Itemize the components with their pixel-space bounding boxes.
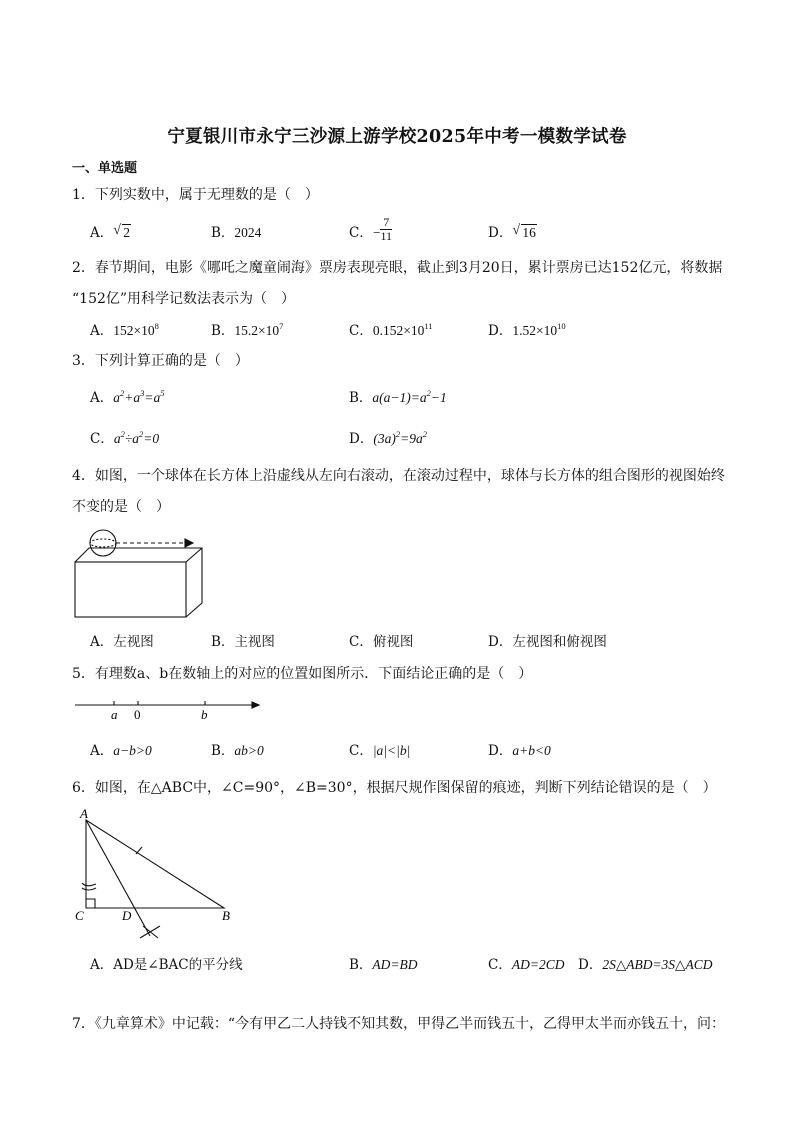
q3-option-a [90,389,165,407]
q2-stem-part: ，将数据 [666,260,723,276]
q1-option-c [349,215,393,243]
q3-stem: 3．下列计算正确的是（ ） [72,353,249,369]
formula: $(3a)^2=9a^2$ [373,429,427,446]
option-label: C． [90,431,114,447]
q1-option-a [90,224,131,242]
option-label: B． [211,743,235,759]
option-label: C． [349,634,373,650]
denominator: 11 [380,229,393,243]
option-value: 主视图 [234,634,275,650]
q6-stem: 6．如图，在△ABC中，∠C=90°，∠B=30°，根据尺规作图保留的痕迹，判断下列结论错误的是（ ） [72,780,717,796]
option-label: B． [349,957,373,973]
option-label: B． [349,390,373,406]
option-value: AD是∠BAC的平分线 [113,957,243,973]
q6-option-d [578,956,712,974]
option-label: B． [211,225,235,241]
q2-stem-line2: “152亿”用科学记数法表示为（ ） [72,291,296,307]
option-label: C． [349,225,373,241]
point-label-b: B [222,908,230,923]
q5-number-line [72,695,267,725]
axis-label-a: a [111,707,118,722]
sqrt-symbol: √ 16 [512,223,536,240]
q3-option-d [349,430,427,448]
q6-triangle-figure [72,806,247,946]
option-base: 152×10 [113,323,155,338]
q5-stem: 5．有理数a、b在数轴上的对应的位置如图所示．下面结论正确的是（ ） [72,666,533,682]
axis-label-b: b [201,707,208,722]
option-label: D． [488,225,513,241]
formula: $a^2\div a^2=0$ [113,429,160,446]
formula: $a^2+a^3=a^5$ [113,388,165,405]
option-label: C． [349,743,373,759]
option-label: C． [488,957,512,973]
option-label: D． [488,634,513,650]
q1-option-b [211,224,261,242]
q2-option-a [90,322,159,340]
option-label: D． [349,431,374,447]
q2-option-b [211,322,283,340]
option-label: D． [578,957,603,973]
q3-option-b [349,389,447,407]
option-label: A． [90,323,114,339]
paper-title: 宁夏银川市永宁三沙源上游学校2025年中考一模数学试卷 [167,127,627,147]
radicand: 2 [123,225,130,240]
option-value: AD=BD [372,957,418,972]
formula: $a(a-1)=a^2-1$ [372,388,447,405]
option-label: A． [90,225,114,241]
exponent: 11 [424,321,433,331]
option-value: a−b>0 [113,743,152,758]
option-label: B． [211,323,235,339]
q1-option-d [488,224,537,242]
q4-option-c [349,633,413,651]
q4-figure-box-and-sphere [72,528,212,620]
option-value: AD=2CD [511,957,565,972]
option-label: A． [90,743,114,759]
option-base: 15.2×10 [234,323,280,338]
q5-option-a [90,742,152,760]
fraction [380,216,392,243]
radicand: 16 [522,225,536,240]
exponent: 10 [557,321,566,331]
option-value: |a|<|b| [372,743,411,758]
option-value: 2024 [234,225,262,240]
q5-option-c [349,742,410,760]
q4-option-b [211,633,275,651]
point-label-d: D [122,908,132,923]
q2-stem-line1 [72,259,722,277]
exponent: 7 [279,321,284,331]
q5-option-b [211,742,264,760]
q2-option-c [349,322,433,340]
section-heading: 一、单选题 [72,161,138,176]
option-label: D． [488,743,513,759]
q4-stem-line1: 4．如图，一个球体在长方体上沿虚线从左向右滚动，在滚动过程中，球体与长方体的组合图形的视图始终 [72,468,725,484]
q6-option-c [488,956,564,974]
q2-date: 3月20日 [458,260,514,276]
q4-stem-line2: 不变的是（ ） [72,499,170,515]
q2-option-d [488,322,566,340]
option-label: C． [349,323,373,339]
option-value: 左视图和俯视图 [512,634,607,650]
option-label: A． [90,390,114,406]
exponent: 8 [154,321,159,331]
option-value: ab>0 [234,743,264,758]
option-label: A． [90,634,114,650]
numerator: 7 [380,216,392,230]
point-label-a: A [80,806,88,821]
option-value: 左视图 [113,634,154,650]
option-value: 俯视图 [372,634,414,650]
q6-option-a [90,956,243,974]
option-value: a+b<0 [512,743,551,758]
q6-option-b [349,956,418,974]
q5-option-d [488,742,551,760]
q2-amount: 152亿元 [611,260,667,276]
q4-option-a [90,633,154,651]
option-label: B． [211,634,235,650]
option-base: 1.52×10 [512,323,558,338]
option-base: 0.152×10 [372,323,425,338]
q3-option-c [90,430,159,448]
point-label-c: C [75,908,84,923]
option-label: A． [90,957,114,973]
minus-sign: − [372,225,381,240]
sqrt-symbol: √ 2 [113,223,130,240]
axis-label-zero: 0 [134,707,141,722]
option-label: D． [488,323,513,339]
q4-option-d [488,633,607,651]
q1-stem: 1．下列实数中，属于无理数的是（ ） [72,187,319,203]
q7-stem: 7．《九章算术》中记载：“今有甲乙二人持钱不知其数，甲得乙半而钱五十，乙得甲太半而亦钱五十，问： [72,1016,726,1032]
q2-stem-part: 2．春节期间，电影《哪吒之魔童闹海》票房表现亮眼，截止到 [72,260,459,276]
q2-stem-part: ，累计票房已达 [513,260,612,276]
option-value: 2S△ABD=3S△ACD [602,957,713,972]
